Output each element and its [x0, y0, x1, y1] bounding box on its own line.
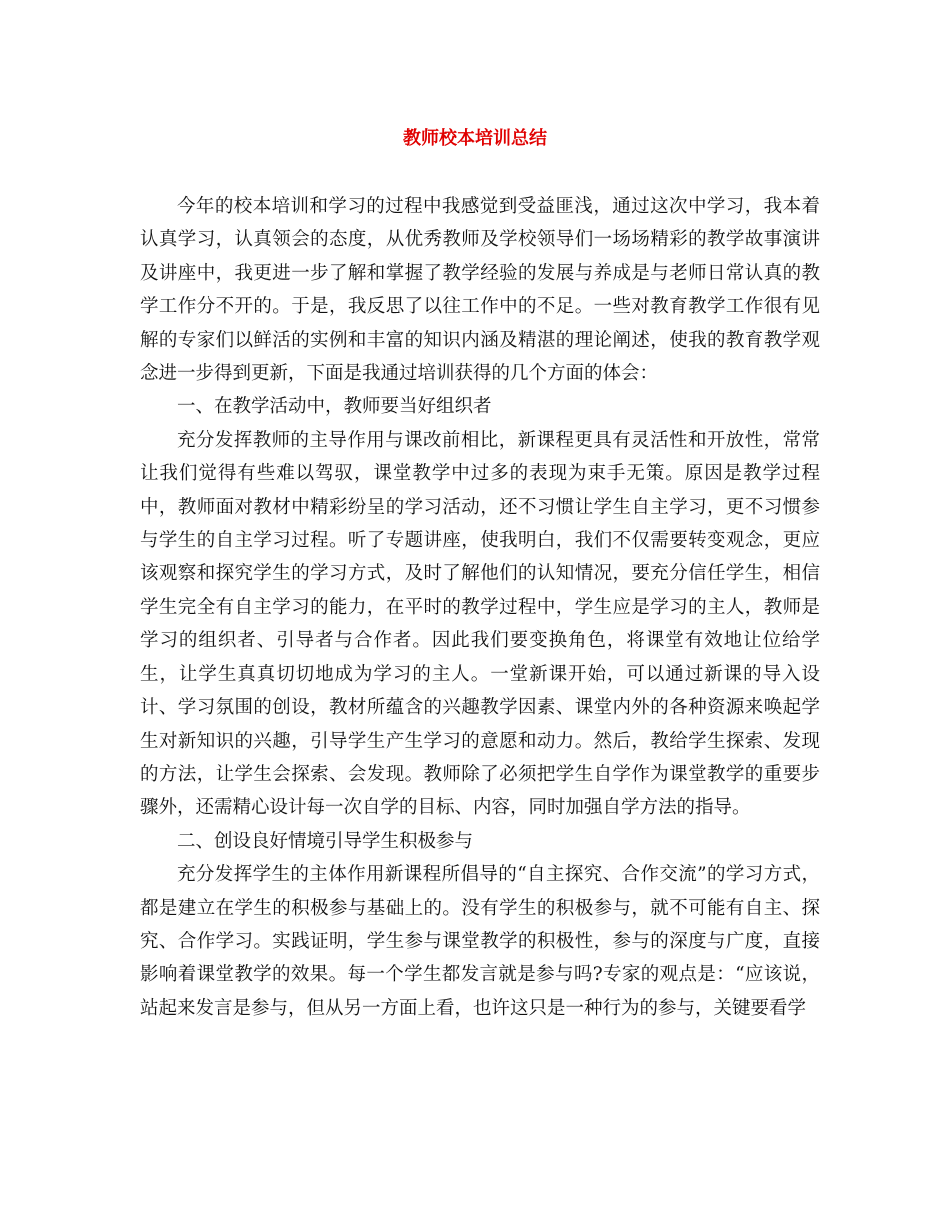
document-title: 教师校本培训总结 — [403, 128, 547, 149]
paragraph-section-2: 充分发挥学生的主体作用新课程所倡导的“自主探究、合作交流”的学习方式，都是建立在学生的积极参与基础上的。没有学生的积极参与，就不可能有自主、探究、合作学习。实践证明，学生参与课堂教学的积极性，参与的深度与广度，直接影响着课堂教学的效果。每一个学生都发言就是参与吗?专家的观点是：“应该说，站起来发言是参与，但从另一方面上看，也许这只是一种行为的参与，关键要看学 — [140, 864, 820, 1019]
document-body — [140, 190, 820, 1025]
paragraph-intro: 今年的校本培训和学习的过程中我感觉到受益匪浅，通过这次中学习，我本着认真学习，认真领会的态度，从优秀教师及学校领导们一场场精彩的教学故事演讲及讲座中，我更进一步了解和掌握了教学经验的发展与养成是与老师日常认真的教学工作分不开的。于是，我反思了以往工作中的不足。一些对教育教学工作很有见解的专家们以鲜活的实例和丰富的知识内涵及精湛的理论阐述，使我的教育教学观念进一步得到更新，下面是我通过培训获得的几个方面的体会： — [140, 196, 820, 385]
section-heading-1: 一、在教学活动中，教师要当好组织者 — [177, 396, 492, 418]
section-heading-2: 二、创设良好情境引导学生积极参与 — [177, 830, 474, 852]
paragraph-section-1: 充分发挥教师的主导作用与课改前相比，新课程更具有灵活性和开放性，常常让我们觉得有些难以驾驭，课堂教学中过多的表现为束手无策。原因是教学过程中，教师面对教材中精彩纷呈的学习活动，还不习惯让学生自主学习，更不习惯参与学生的自主学习过程。听了专题讲座，使我明白，我们不仅需要转变观念，更应该观察和探究学生的学习方式，及时了解他们的认知情况，要充分信任学生，相信学生完全有自主学习的能力，在平时的教学过程中，学生应是学习的主人，教师是学习的组织者、引导者与合作者。因此我们要变换角色，将课堂有效地让位给学生，让学生真真切切地成为学习的主人。一堂新课开始，可以通过新课的导入设计、学习氛围的创设，教材所蕴含的兴趣教学因素、课堂内外的各种资源来唤起学生对新知识的兴趣，引导学生产生学习的意愿和动力。然后，教给学生探索、发现的方法，让学生会探索、会发现。教师除了必须把学生自学作为课堂教学的重要步骤外，还需精心设计每一次自学的目标、内容，同时加强自学方法的指导。 — [140, 429, 820, 819]
